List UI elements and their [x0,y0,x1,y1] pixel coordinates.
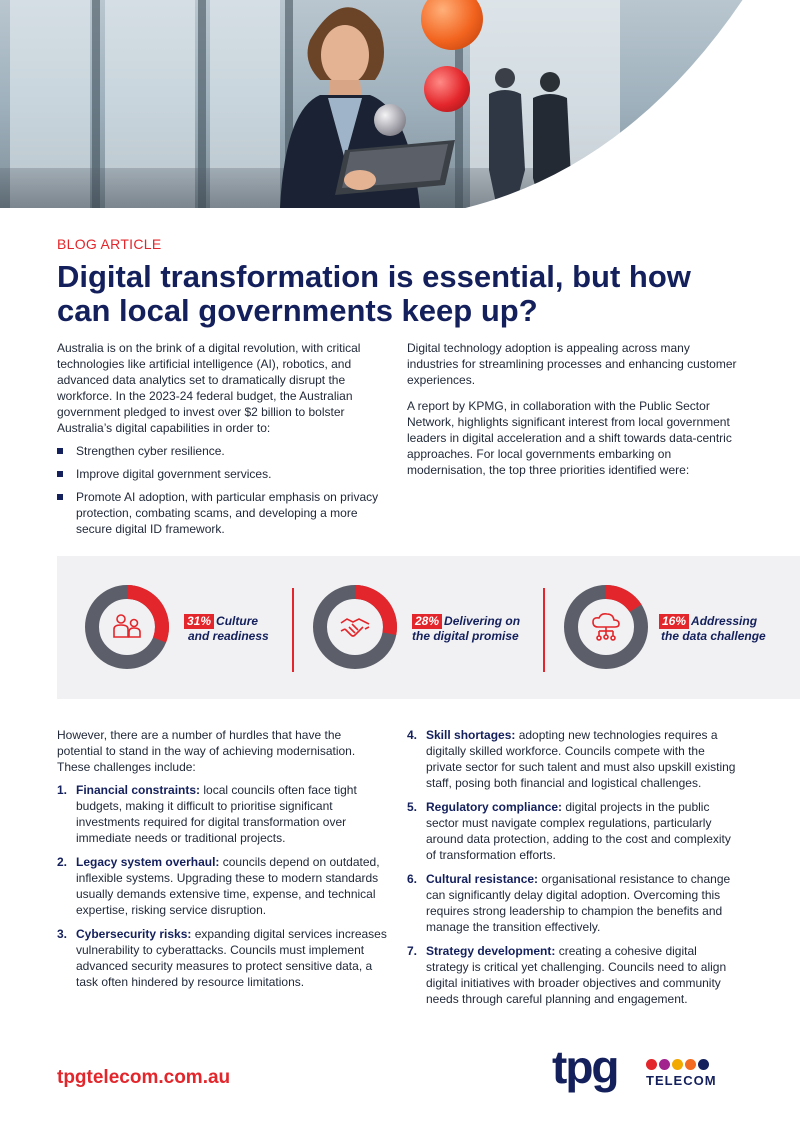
stats-band [57,556,800,699]
logo-dot [646,1059,657,1070]
logo-dot [672,1059,683,1070]
intro-bullet-list [57,443,379,537]
challenges-list [57,782,387,990]
website-link[interactable]: tpgtelecom.com.au [57,1067,231,1088]
logo-dot [685,1059,696,1070]
intro-paragraph: A report by KPMG, in collaboration with the Public Sector Network, highlights significant interest from local government leaders in digital acceleration and a shift towards data-centric approaches. For local governments embarking on modernisation, the top three priorities identified were: [407,399,732,477]
divider [543,588,545,672]
stat-percent: 31% [184,614,214,629]
decorative-curve [330,0,800,208]
challenges-intro: However, there are a number of hurdles that have the potential to stand in the way of achieving modernisation. These challenges include: [57,728,356,774]
logo-dot [659,1059,670,1070]
people-icon [111,611,143,643]
intro-left-column [57,340,379,544]
challenges-left-column [57,727,387,998]
logo-dot [698,1059,709,1070]
stat-percent: 16% [659,614,689,629]
logo-subtext: TELECOM [646,1073,717,1088]
list-item: 5. Regulatory compliance: digital projects in the public sector must navigate complex regulations, particularly around data protection, adding to the cost and complexity of transformation efforts. [407,800,731,862]
handshake-icon [339,611,371,643]
cloud-network-icon [590,611,622,643]
challenges-right-column [407,727,739,1015]
intro-paragraph: Digital technology adoption is appealing across many industries for streamlining processes and enhancing customer experiences. [407,341,737,387]
list-item: Promote AI adoption, with particular emphasis on privacy protection, combating scams, and developing a more secure digital ID framework. [57,489,379,537]
hero-photo [0,0,800,208]
list-item: 2. Legacy system overhaul: councils depend on outdated, inflexible systems. Upgrading these to modern standards usually demands extensive time, expense, and technical expertise, risking service disruption. [57,855,380,917]
intro-right-column [407,340,737,488]
list-item: Improve digital government services. [57,466,379,482]
list-item: 6. Cultural resistance: organisational resistance to change can significantly delay digital adoption. Overcoming this requires strong leadership to champion the benefits and manage the transition effectively. [407,872,731,934]
list-item: 7. Strategy development: creating a cohesive digital strategy is critical yet challenging. Councils need to align digital initiatives with broader objectives and community needs through careful planning and engagement. [407,944,727,1006]
red-orb [424,66,470,112]
list-item: 3. Cybersecurity risks: expanding digital services increases vulnerability to cyberattacks. Councils must implement advanced security measures to protect sensitive data, a task often hindered by resource limitations. [57,927,387,989]
article-title: Digital transformation is essential, but how can local governments keep up? [57,259,691,328]
stat-label: 28% Delivering on the digital promise [412,614,521,643]
list-item: 1. Financial constraints: local councils often face tight budgets, making it difficult to prioritise significant investments required for digital transformation over immediate needs or traditional projects. [57,783,357,845]
divider [292,588,294,672]
challenges-list [407,727,739,1007]
logo-wordmark: tpg [552,1041,618,1093]
tpg-telecom-logo [552,1041,737,1100]
stat-label: 16% Addressing the data challenge [661,614,766,643]
grey-orb [374,104,406,136]
list-item: 4. Skill shortages: adopting new technologies requires a digitally skilled workforce. Councils compete with the private sector for such talent and must also upskill existing staff, posing both financial and logistical challenges. [407,728,736,790]
article-tag: BLOG ARTICLE [57,236,162,252]
stat-percent: 28% [412,614,442,629]
list-item: Strengthen cyber resilience. [57,443,379,459]
stat-label: 31% Culture and readiness [184,614,269,644]
intro-paragraph: Australia is on the brink of a digital revolution, with critical technologies like artificial intelligence (AI), robotics, and advanced data analytics set to dramatically disrupt the workforce. In the 2023-24 federal budget, the Australian government pledged to invest over $2 billion to bolster Australia’s digital capabilities in order to: [57,341,361,435]
